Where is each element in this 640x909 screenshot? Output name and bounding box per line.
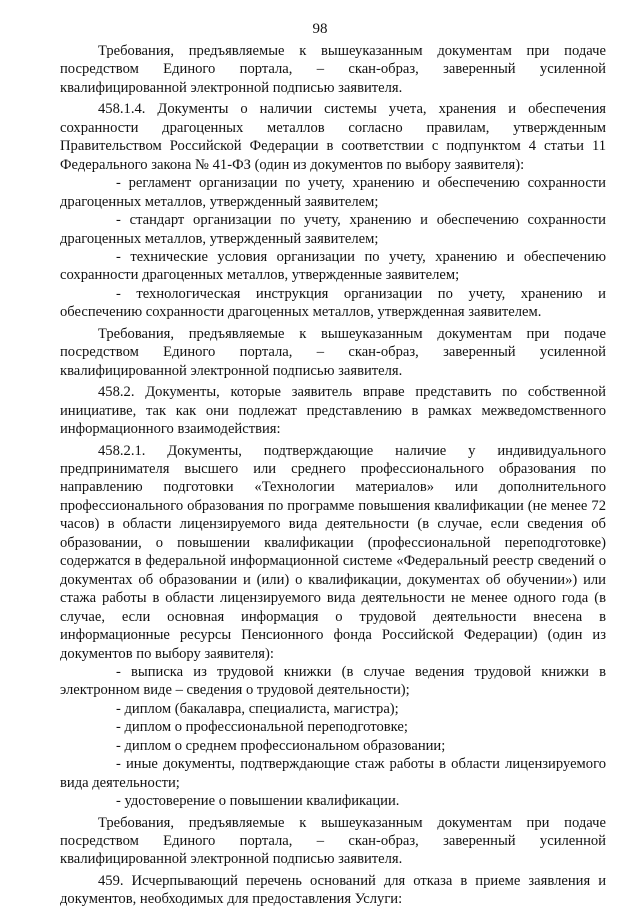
list-item-diploma-secondary: - диплом о среднем профессиональном образовании; bbox=[116, 737, 446, 754]
list-item-work-book-extract: - выписка из трудовой книжки (в случае ведения трудовой книжки в электронном виде – сведения о трудовой деятельности); bbox=[60, 663, 606, 699]
paragraph-459: 459. Исчерпывающий перечень оснований для отказа в приеме заявления и документов, необходимых для предоставления Услуги: bbox=[60, 872, 606, 908]
list-item-diploma-retraining: - диплом о профессиональной переподготовке; bbox=[116, 719, 408, 736]
paragraph-458-1-4: 458.1.4. Документы о наличии системы учета, хранения и обеспечения сохранности драгоценных металлов согласно правилам, утвержденным Правительством Российской Федерации в соответствии с подпунктом 4 статьи 11 Федерального закона № 41-ФЗ (один из документов по выбору заявителя): bbox=[60, 101, 606, 173]
list-item-other-documents: - иные документы, подтверждающие стаж работы в области лицензируемого вида деятельности; bbox=[60, 756, 606, 791]
list-item-technical-conditions: - технические условия организации по учету, хранению и обеспечению сохранности драгоценных металлов, утвержденные заявителем; bbox=[60, 248, 606, 284]
list-item-standard: - стандарт организации по учету, хранению и обеспечению сохранности драгоценных металлов, утвержденный заявителем; bbox=[60, 212, 606, 247]
paragraph-requirements-3: Требования, предъявляемые к вышеуказанным документам при подаче посредством Единого портала, – скан-образ, заверенный усиленной квалифицированной электронной подписью заявителя. bbox=[60, 814, 606, 868]
list-item-reglament: - регламент организации по учету, хранению и обеспечению сохранности драгоценных металлов, утвержденный заявителем; bbox=[60, 175, 606, 210]
paragraph-458-2-1: 458.2.1. Документы, подтверждающие наличие у индивидуального предпринимателя высшего или среднего профессионального образования по направлению подготовки «Технологии материалов» или дополнительного профессионального образования по программе повышения квалификации (не менее 72 часов) в области лицензируемого вида деятельности (в случае, если сведения об образовании, о повышении квалификации (профессиональной переподготовке) содержатся в федеральной информационной системе «Федеральный реестр сведений о документах об образовании и (или) о квалификации, документах об обучении») или стажа работы в области лицензируемого вида деятельности не менее одного года (в случае, если основная информация о трудовой деятельности внесена в информационные ресурсы Пенсионного фонда Российской Федерации) (один из документов по выбору заявителя): bbox=[60, 442, 606, 662]
page-number: 98 bbox=[312, 21, 328, 37]
list-item-diploma-degree: - диплом (бакалавра, специалиста, магистра); bbox=[116, 700, 399, 717]
document-body bbox=[60, 42, 606, 909]
paragraph-requirements-1: Требования, предъявляемые к вышеуказанным документам при подаче посредством Единого портала, – скан-образ, заверенный усиленной квалифицированной электронной подписью заявителя. bbox=[60, 43, 606, 96]
list-item-qualification-certificate: - удостоверение о повышении квалификации. bbox=[116, 793, 400, 810]
list-item-technological-instruction: - технологическая инструкция организации по учету, хранению и обеспечению сохранности драгоценных металлов, утвержденная заявителем. bbox=[60, 285, 606, 321]
paragraph-458-2: 458.2. Документы, которые заявитель вправе представить по собственной инициативе, так как они подлежат представлению в рамках межведомственного информационного взаимодействия: bbox=[60, 384, 606, 438]
paragraph-requirements-2: Требования, предъявляемые к вышеуказанным документам при подаче посредством Единого портала, – скан-образ, заверенный усиленной квалифицированной электронной подписью заявителя. bbox=[60, 325, 606, 379]
